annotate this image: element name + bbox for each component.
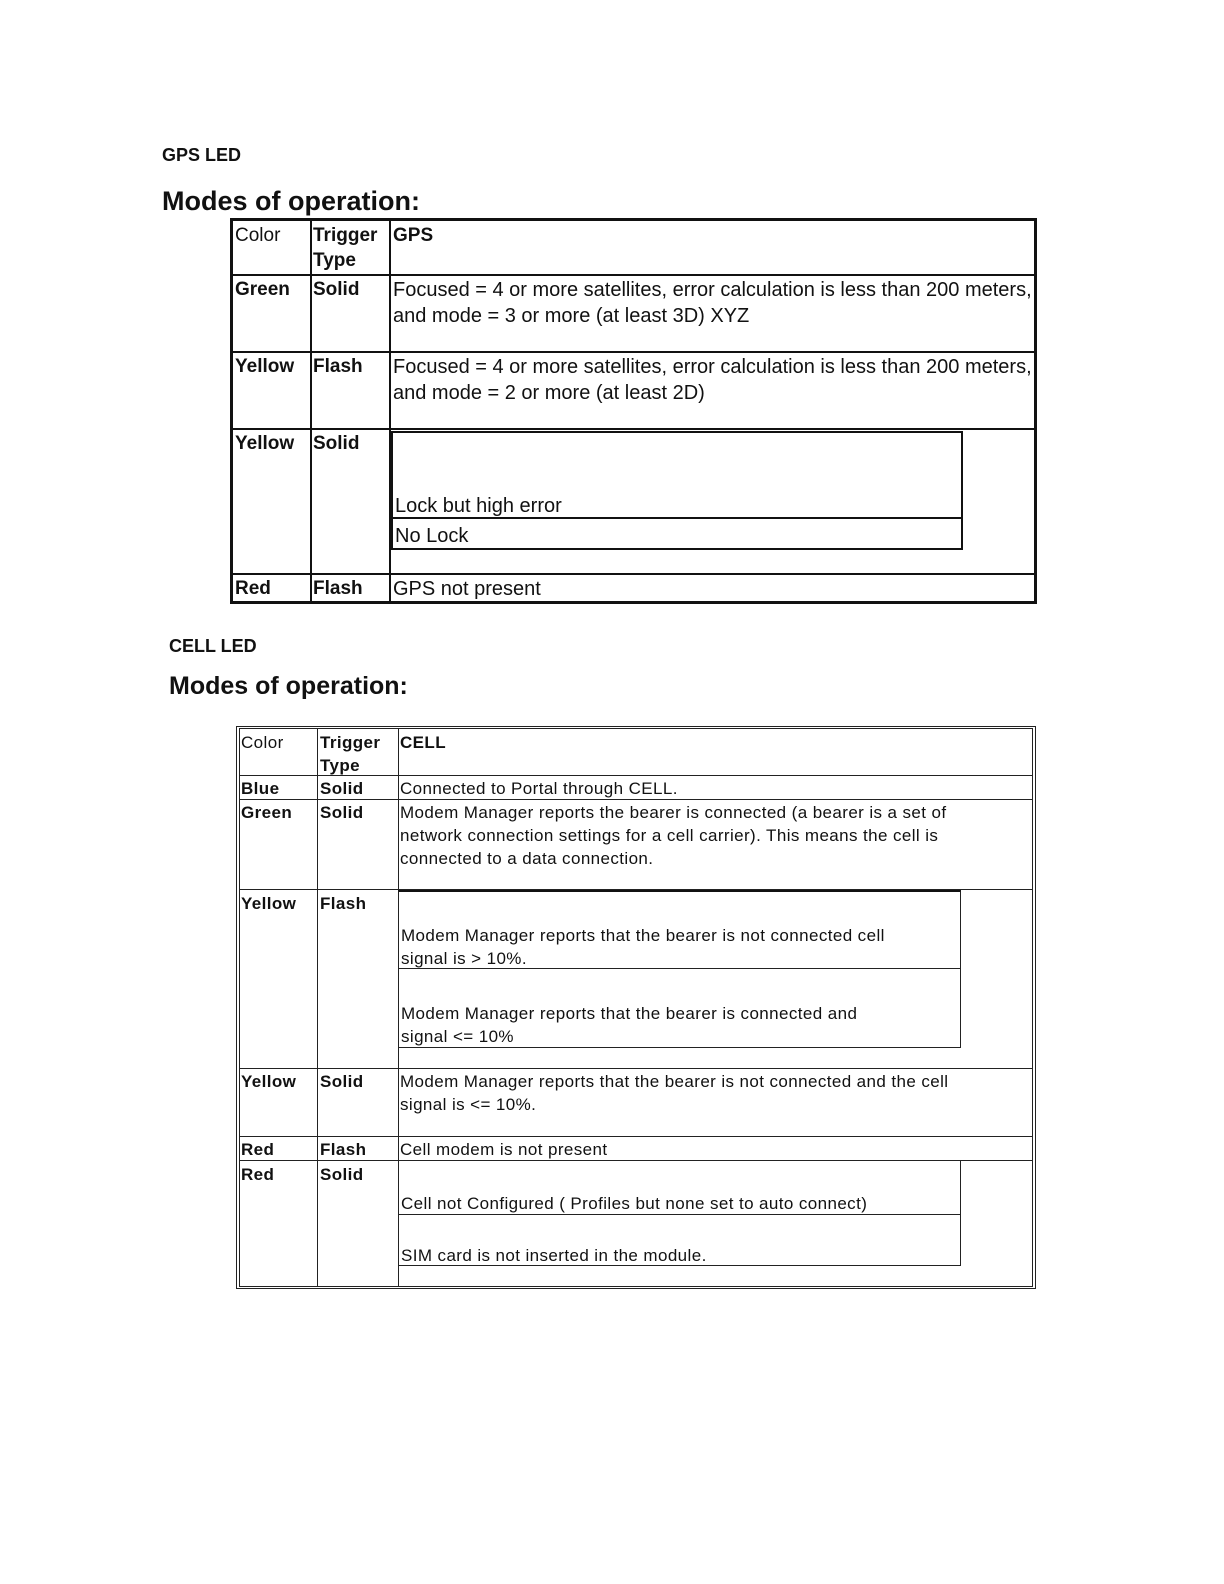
cell-row6-color: Red: [241, 1165, 275, 1184]
gps-row3-sub1: Lock but high error: [395, 495, 562, 517]
gps-header-desc: GPS: [393, 225, 434, 246]
gps-row1-desc: Focused = 4 or more satellites, error calculation is less than 200 meters, and mode = 3 or more (at least 3D) XYZ: [393, 279, 1032, 327]
gps-row3-color: Yellow: [235, 433, 295, 454]
gps-header-trigger: Trigger Type: [313, 225, 378, 271]
gps-row-divider-1: [232, 274, 1035, 276]
cell-row3-color: Yellow: [241, 894, 297, 913]
gps-modes-title: Modes of operation:: [162, 186, 420, 216]
cell-row3-sub1: Modem Manager reports that the bearer is not connected cell signal is > 10%.: [401, 926, 885, 968]
gps-row-divider-2: [232, 351, 1035, 353]
cell-row6-sub2: SIM card is not inserted in the module.: [401, 1246, 707, 1265]
gps-row1-color: Green: [235, 279, 290, 300]
cell-row1-trigger: Solid: [320, 779, 364, 798]
cell-row4-color: Yellow: [241, 1072, 297, 1091]
cell-header-trigger: Trigger Type: [320, 733, 381, 775]
gps-row-divider-4: [232, 573, 1035, 575]
gps-row2-desc: Focused = 4 or more satellites, error calculation is less than 200 meters, and mode = 2 or more (at least 2D): [393, 356, 1032, 404]
gps-led-heading: GPS LED: [162, 145, 242, 165]
gps-row-divider-3: [232, 428, 1035, 430]
cell-row3-sub2: Modem Manager reports that the bearer is connected and signal <= 10%: [401, 1004, 858, 1046]
gps-row2-color: Yellow: [235, 356, 295, 377]
cell-row1-desc: Connected to Portal through CELL.: [400, 779, 678, 798]
cell-led-heading: CELL LED: [169, 636, 257, 656]
cell-row4-desc: Modem Manager reports that the bearer is not connected and the cell signal is <= 10%.: [400, 1072, 949, 1114]
cell-row4-trigger: Solid: [320, 1072, 364, 1091]
cell-row5-trigger: Flash: [320, 1140, 367, 1159]
cell-row5-desc: Cell modem is not present: [400, 1140, 608, 1159]
gps-row1-trigger: Solid: [313, 279, 360, 300]
cell-row2-color: Green: [241, 803, 293, 822]
gps-row3-subtable: [391, 431, 963, 550]
cell-row6-trigger: Solid: [320, 1165, 364, 1184]
gps-row3-trigger: Solid: [313, 433, 360, 454]
cell-row2-desc: Modem Manager reports the bearer is connected (a bearer is a set of network connection settings for a cell carrier). This means the cell is connected to a data connection.: [400, 803, 947, 868]
cell-row6-sub1: Cell not Configured ( Profiles but none set to auto connect): [401, 1194, 868, 1213]
cell-header-desc: CELL: [400, 733, 446, 752]
cell-row1-color: Blue: [241, 779, 280, 798]
cell-header-color: Color: [241, 733, 284, 752]
cell-row-divider-4: [239, 1068, 1033, 1069]
cell-row2-trigger: Solid: [320, 803, 364, 822]
cell-row5-color: Red: [241, 1140, 275, 1159]
gps-row3-sub2: No Lock: [395, 525, 469, 547]
cell-col-divider-1: [317, 728, 318, 1287]
gps-row4-trigger: Flash: [313, 578, 363, 599]
cell-modes-title: Modes of operation:: [169, 672, 408, 700]
gps-header-color: Color: [235, 225, 281, 246]
gps-col-divider-1: [310, 220, 312, 602]
cell-row-divider-5: [239, 1136, 1033, 1137]
gps-row4-color: Red: [235, 578, 271, 599]
cell-row3-trigger: Flash: [320, 894, 367, 913]
gps-row2-trigger: Flash: [313, 356, 363, 377]
gps-row4-desc: GPS not present: [393, 578, 541, 600]
